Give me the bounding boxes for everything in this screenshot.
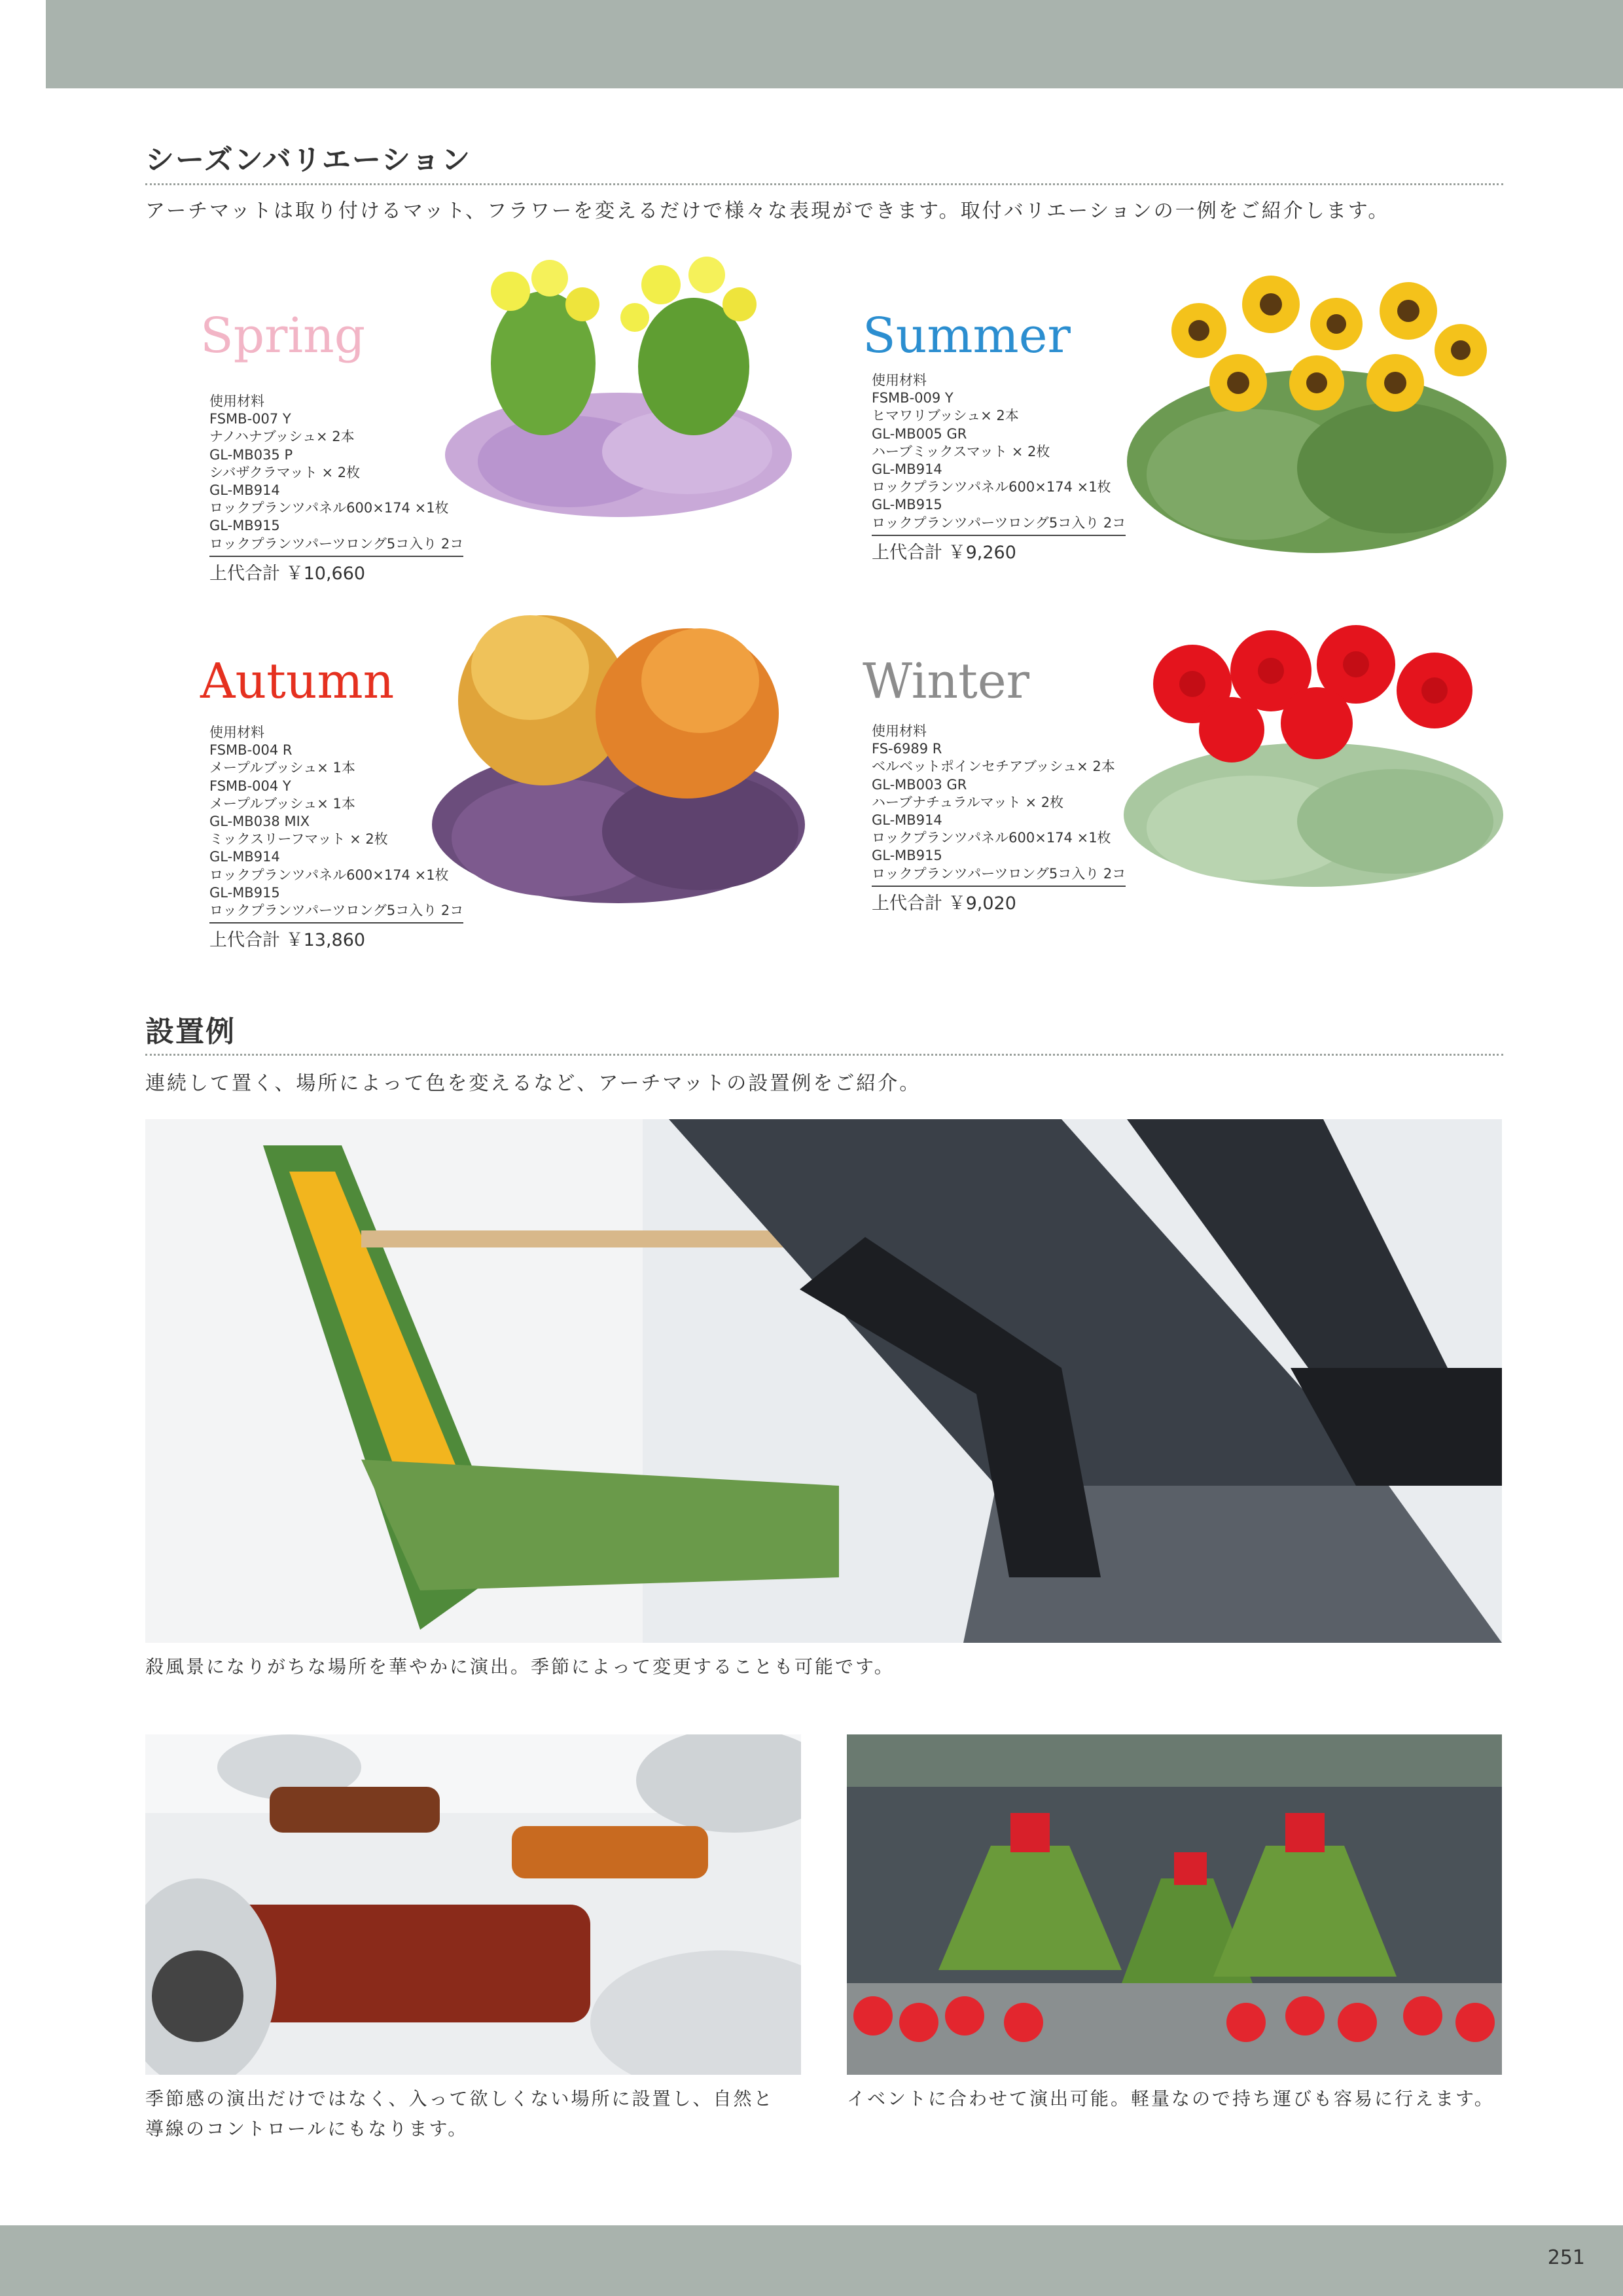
material-item: ベルベットポインセチアブッシュ× 2本 xyxy=(872,759,1115,775)
material-item: GL-MB038 MIX xyxy=(209,814,310,830)
material-item: ロックプランツパネル600×174 ×1枚 xyxy=(872,479,1111,495)
total-price: 上代合計 ￥13,860 xyxy=(209,930,366,951)
section-divider xyxy=(145,1054,1503,1056)
section-divider xyxy=(145,183,1503,185)
material-item: FS-6989 R xyxy=(872,741,942,757)
total-price: 上代合計 ￥9,260 xyxy=(872,542,1016,563)
material-item: GL-MB003 GR xyxy=(872,776,967,793)
total-price: 上代合計 ￥10,660 xyxy=(209,563,366,584)
materials-rule xyxy=(872,886,1126,887)
page-number: 251 xyxy=(1547,2246,1585,2269)
event-hula-photo xyxy=(847,1734,1502,2075)
caption-event: イベントに合わせて演出可能。軽量なので持ち運びも容易に行えます。 xyxy=(847,2088,1495,2109)
caption-showroom xyxy=(145,2084,774,2144)
materials-label: 使用材料 xyxy=(872,372,927,388)
material-item: GL-MB914 xyxy=(209,482,280,499)
material-item: FSMB-007 Y xyxy=(209,411,291,427)
season-name-autumn: Autumn xyxy=(200,653,395,709)
material-item: FSMB-004 Y xyxy=(209,778,291,794)
material-item: GL-MB915 xyxy=(209,884,280,901)
total-price: 上代合計 ￥9,020 xyxy=(872,893,1016,914)
caption-escalator: 殺風景になりがちな場所を華やかに演出。季節によって変更することも可能です。 xyxy=(145,1656,895,1677)
material-item: ナノハナブッシュ× 2本 xyxy=(209,429,355,445)
materials-winter xyxy=(872,723,1126,912)
escalator-installation-photo xyxy=(145,1119,1502,1643)
materials-rule xyxy=(872,535,1126,536)
section-lead-installation-examples: 連続して置く、場所によって色を変えるなど、アーチマットの設置例をご紹介。 xyxy=(145,1072,921,1095)
materials-label: 使用材料 xyxy=(209,725,264,740)
material-item: GL-MB915 xyxy=(872,848,942,864)
material-item: シバザクラマット × 2枚 xyxy=(209,464,361,480)
winter-arrangement-image xyxy=(1120,619,1507,893)
material-item: ロックプランツパーツロング5コ入り 2コ xyxy=(209,903,464,919)
material-item: ハーブナチュラルマット × 2枚 xyxy=(872,794,1064,810)
season-name-winter: Winter xyxy=(863,653,1029,709)
header-band xyxy=(46,0,1623,88)
material-item: GL-MB915 xyxy=(209,518,280,534)
material-item: GL-MB914 xyxy=(872,812,942,829)
material-item: GL-MB915 xyxy=(872,497,942,513)
autumn-arrangement-image xyxy=(425,589,812,920)
materials-label: 使用材料 xyxy=(872,723,927,739)
material-item: ヒマワリブッシュ× 2本 xyxy=(872,408,1019,424)
season-name-summer: Summer xyxy=(863,308,1071,364)
footer-band xyxy=(0,2225,1623,2296)
material-item: ロックプランツパーツロング5コ入り 2コ xyxy=(209,535,464,552)
car-showroom-photo xyxy=(145,1734,801,2075)
summer-arrangement-image xyxy=(1120,252,1513,560)
material-item: ロックプランツパネル600×174 ×1枚 xyxy=(209,867,449,883)
material-item: GL-MB914 xyxy=(872,461,942,478)
material-item: メープルブッシュ× 1本 xyxy=(209,795,355,812)
material-item: FSMB-009 Y xyxy=(872,390,954,406)
material-item: ロックプランツパネル600×174 ×1枚 xyxy=(209,500,449,516)
materials-rule xyxy=(209,556,463,557)
caption-showroom-line2: 導線のコントロールにもなります。 xyxy=(145,2118,469,2140)
material-item: ロックプランツパネル600×174 ×1枚 xyxy=(872,830,1111,846)
section-lead-season-variation: アーチマットは取り付けるマット、フラワーを変えるだけで様々な表現ができます。取付バリエーションの一例をご紹介します。 xyxy=(145,200,1390,223)
material-item: GL-MB005 GR xyxy=(872,425,967,442)
spring-arrangement-image xyxy=(438,245,798,533)
materials-spring xyxy=(209,393,463,583)
materials-label: 使用材料 xyxy=(209,393,264,409)
material-item: ハーブミックスマット × 2枚 xyxy=(872,443,1050,459)
material-item: ロックプランツパーツロング5コ入り 2コ xyxy=(872,514,1126,531)
section-title-installation-examples: 設置例 xyxy=(145,1015,236,1049)
material-item: GL-MB035 P xyxy=(209,446,293,463)
materials-rule xyxy=(209,922,463,924)
season-name-spring: Spring xyxy=(200,308,366,364)
material-item: メープルブッシュ× 1本 xyxy=(209,760,355,776)
material-item: ミックスリーフマット × 2枚 xyxy=(209,831,388,848)
material-item: FSMB-004 R xyxy=(209,742,293,759)
caption-showroom-line1: 季節感の演出だけではなく、入って欲しくない場所に設置し、自然と xyxy=(145,2088,774,2109)
material-item: ロックプランツパーツロング5コ入り 2コ xyxy=(872,865,1126,882)
section-title-season-variation: シーズンバリエーション xyxy=(145,143,472,177)
material-item: GL-MB914 xyxy=(209,849,280,865)
materials-summer xyxy=(872,372,1126,562)
